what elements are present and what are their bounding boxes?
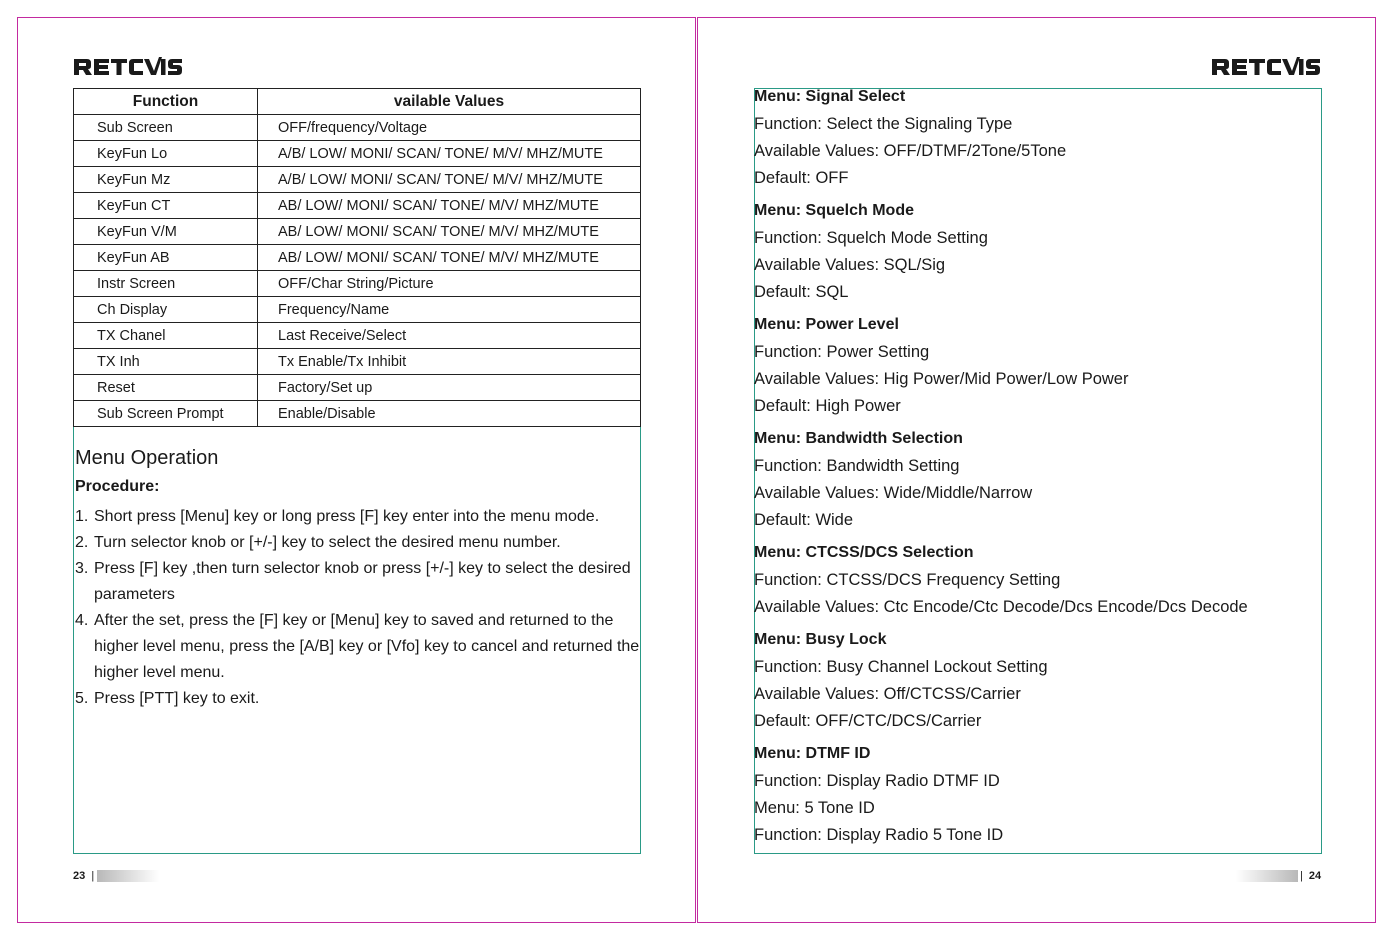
menu-section-title: Menu: Power Level (754, 316, 899, 333)
menu-section-title: Menu: Busy Lock (754, 631, 887, 648)
menu-section-line: Function: Display Radio 5 Tone ID (754, 826, 1004, 844)
menu-section-line: Function: Bandwidth Setting (754, 457, 960, 475)
value-cell: A/B/ LOW/ MONI/ SCAN/ TONE/ M/V/ MHZ/MUTE (258, 141, 641, 167)
retevis-logo (1211, 55, 1321, 79)
procedure-step (75, 686, 641, 712)
value-cell: AB/ LOW/ MONI/ SCAN/ TONE/ M/V/ MHZ/MUTE (258, 193, 641, 219)
menu-section-line: Available Values: SQL/Sig (754, 256, 946, 274)
table-row (74, 297, 641, 323)
step-number: 5. (75, 690, 89, 707)
table-row (74, 401, 641, 427)
menu-section (754, 543, 1321, 621)
function-cell: Reset (74, 375, 258, 401)
step-number: 3. (75, 560, 89, 577)
value-cell: Last Receive/Select (258, 323, 641, 349)
table-row (74, 323, 641, 349)
menu-section-line: Default: Wide (754, 511, 854, 529)
procedure-steps (75, 504, 641, 712)
table-header-row (74, 89, 641, 115)
menu-section-line: Function: Select the Signaling Type (754, 115, 1013, 133)
step-text: After the set, press the [F] key or [Menu] key to saved and returned to the higher level menu, press the [A/B] key or [Vfo] key to cancel and returned the higher level menu. (94, 612, 640, 681)
function-cell: KeyFun Mz (74, 167, 258, 193)
value-cell: Enable/Disable (258, 401, 641, 427)
function-cell: KeyFun V/M (74, 219, 258, 245)
menu-section (754, 87, 1321, 192)
function-cell: Instr Screen (74, 271, 258, 297)
value-cell: AB/ LOW/ MONI/ SCAN/ TONE/ M/V/ MHZ/MUTE (258, 219, 641, 245)
value-cell: AB/ LOW/ MONI/ SCAN/ TONE/ M/V/ MHZ/MUTE (258, 245, 641, 271)
procedure-label: Procedure: (75, 478, 160, 495)
footer-gradient-bar (97, 870, 159, 882)
table-row (74, 349, 641, 375)
function-cell: TX Inh (74, 349, 258, 375)
value-cell: OFF/Char String/Picture (258, 271, 641, 297)
function-cell: KeyFun CT (74, 193, 258, 219)
retevis-logo (73, 55, 183, 79)
table-row (74, 141, 641, 167)
table-body (74, 115, 641, 427)
step-text: Short press [Menu] key or long press [F] key enter into the menu mode. (94, 508, 600, 525)
menu-section-line: Available Values: Wide/Middle/Narrow (754, 484, 1033, 502)
menu-section-line: Function: Power Setting (754, 343, 930, 361)
value-cell: OFF/frequency/Voltage (258, 115, 641, 141)
page-number-separator: | (1300, 870, 1303, 882)
table-row (74, 167, 641, 193)
menu-section-line: Function: CTCSS/DCS Frequency Setting (754, 571, 1061, 589)
table-row (74, 115, 641, 141)
table-row (74, 219, 641, 245)
menu-section-title: Menu: Signal Select (754, 88, 906, 105)
page-number-separator: | (91, 870, 95, 882)
menu-section-title: Menu: DTMF ID (754, 745, 871, 762)
menu-section-title: Menu: Bandwidth Selection (754, 430, 963, 447)
menu-section-line: Default: High Power (754, 397, 901, 415)
function-cell: KeyFun AB (74, 245, 258, 271)
function-cell: Sub Screen (74, 115, 258, 141)
menu-section-line: Function: Squelch Mode Setting (754, 229, 988, 247)
menu-section-line: Function: Busy Channel Lockout Setting (754, 658, 1048, 676)
page-number-left (73, 868, 94, 884)
procedure-step (75, 530, 641, 556)
value-cell: Factory/Set up (258, 375, 641, 401)
menu-section-line: Default: SQL (754, 283, 849, 301)
page-number-right (1300, 868, 1321, 884)
value-cell: Frequency/Name (258, 297, 641, 323)
page-number-right-value: 24 (1308, 870, 1322, 882)
menu-section (754, 630, 1321, 735)
value-cell: A/B/ LOW/ MONI/ SCAN/ TONE/ M/V/ MHZ/MUTE (258, 167, 641, 193)
footer-gradient-bar (1236, 870, 1298, 882)
menu-section-line: Available Values: Ctc Encode/Ctc Decode/Dcs Encode/Dcs Decode (754, 598, 1248, 616)
table-row (74, 271, 641, 297)
table-row (74, 245, 641, 271)
menu-section-title: Menu: CTCSS/DCS Selection (754, 544, 974, 561)
menu-operation-title: Menu Operation (75, 447, 219, 469)
step-text: Turn selector knob or [+/-] key to select the desired menu number. (94, 534, 561, 551)
procedure-step (75, 504, 641, 530)
menu-section (754, 201, 1321, 306)
procedure-step (75, 608, 641, 686)
menu-section-line: Default: OFF/CTC/DCS/Carrier (754, 712, 982, 730)
menu-section-line: Available Values: OFF/DTMF/2Tone/5Tone (754, 142, 1067, 160)
step-number: 4. (75, 612, 89, 629)
header-function: Function (74, 89, 258, 115)
step-text: Press [F] key ,then turn selector knob or press [+/-] key to select the desired parameters (94, 560, 631, 603)
menu-section-line: Available Values: Hig Power/Mid Power/Low Power (754, 370, 1129, 388)
function-cell: TX Chanel (74, 323, 258, 349)
menu-section (754, 744, 1321, 849)
menu-section-line: Function: Display Radio DTMF ID (754, 772, 1000, 790)
table-row (74, 193, 641, 219)
function-table (73, 88, 641, 427)
step-number: 2. (75, 534, 89, 551)
function-cell: Ch Display (74, 297, 258, 323)
page-number-left-value: 23 (73, 870, 86, 882)
header-available-values: vailable Values (258, 89, 641, 115)
menu-section (754, 315, 1321, 420)
menu-section-line: Available Values: Off/CTCSS/Carrier (754, 685, 1021, 703)
step-text: Press [PTT] key to exit. (94, 690, 260, 707)
table-row (74, 375, 641, 401)
function-cell: Sub Screen Prompt (74, 401, 258, 427)
step-number: 1. (75, 508, 89, 525)
function-cell: KeyFun Lo (74, 141, 258, 167)
menu-section-title: Menu: Squelch Mode (754, 202, 914, 219)
menu-section-line: Menu: 5 Tone ID (754, 799, 875, 817)
procedure-step (75, 556, 641, 608)
menu-section-line: Default: OFF (754, 169, 849, 187)
value-cell: Tx Enable/Tx Inhibit (258, 349, 641, 375)
menu-section (754, 429, 1321, 534)
